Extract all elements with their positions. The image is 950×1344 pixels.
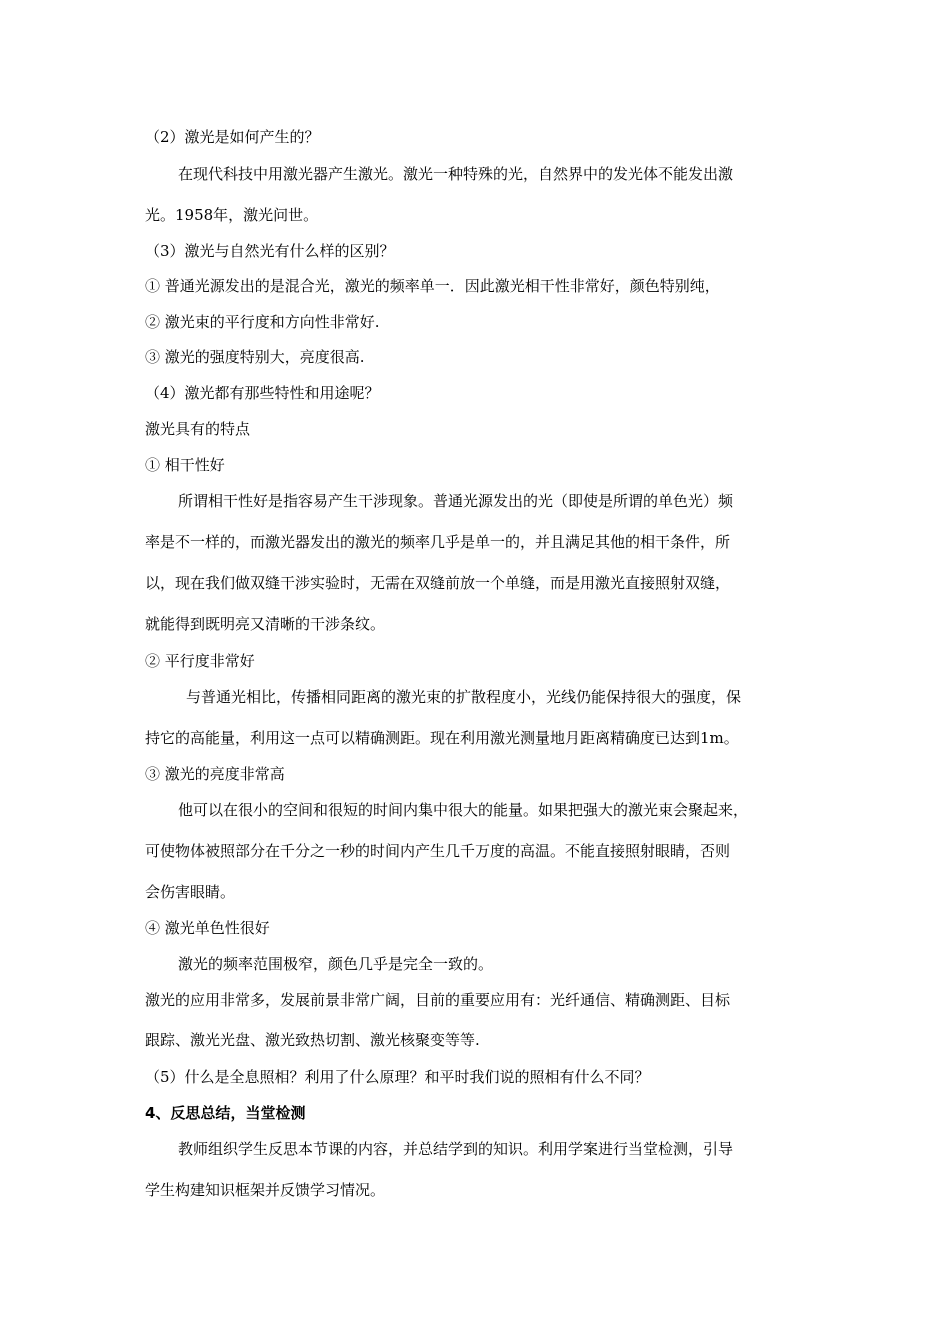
list-item: ② 激光束的平行度和方向性非常好. [145,313,380,331]
paragraph-line: 激光的频率范围极窄，颜色几乎是完全一致的。 [178,955,494,973]
feature-heading: ③ 激光的亮度非常高 [145,765,285,783]
paragraph-line: 率是不一样的，而激光器发出的激光的频率几乎是单一的，并且满足其他的相干条件，所 [145,533,731,551]
paragraph-line: 会伤害眼睛。 [145,883,236,901]
question-3: （3）激光与自然光有什么样的区别？ [145,242,395,260]
list-item: ① 普通光源发出的是混合光，激光的频率单一．因此激光相干性非常好，颜色特别纯， [145,277,720,295]
section-heading: 4、反思总结，当堂检测 [145,1104,306,1122]
paragraph-line: 跟踪、激光光盘、激光致热切割、激光核聚变等等. [145,1031,480,1049]
paragraph-line: 与普通光相比，传播相同距离的激光束的扩散程度小，光线仍能保持很大的强度，保 [186,688,742,706]
paragraph-line: 他可以在很小的空间和很短的时间内集中很大的能量。如果把强大的激光束会聚起来， [178,801,749,819]
question-2: （2）激光是如何产生的？ [145,128,320,146]
list-item: ③ 激光的强度特别大，亮度很高. [145,348,365,366]
feature-heading: ④ 激光单色性很好 [145,919,270,937]
paragraph-line: 所谓相干性好是指容易产生干涉现象。普通光源发出的光（即使是所谓的单色光）频 [178,492,734,510]
section-label: 激光具有的特点 [145,420,251,438]
paragraph-line: 就能得到既明亮又清晰的干涉条纹。 [145,615,386,633]
paragraph-line: 以，现在我们做双缝干涉实验时，无需在双缝前放一个单缝，而是用激光直接照射双缝， [145,574,731,592]
paragraph-line: 光。1958年，激光问世。 [145,206,319,224]
feature-heading: ① 相干性好 [145,456,225,474]
question-4: （4）激光都有那些特性和用途呢？ [145,384,380,402]
paragraph-line: 教师组织学生反思本节课的内容，并总结学到的知识。利用学案进行当堂检测，引导 [178,1140,734,1158]
feature-heading: ② 平行度非常好 [145,652,255,670]
paragraph-line: 可使物体被照部分在千分之一秒的时间内产生几千万度的高温。不能直接照射眼睛，否则 [145,842,731,860]
question-5: （5）什么是全息照相？利用了什么原理？和平时我们说的照相有什么不同？ [145,1068,650,1086]
paragraph-line: 持它的高能量，利用这一点可以精确测距。现在利用激光测量地月距离精确度已达到1m。 [145,729,739,747]
paragraph-line: 激光的应用非常多，发展前景非常广阔，目前的重要应用有：光纤通信、精确测距、目标 [145,991,731,1009]
paragraph-line: 在现代科技中用激光器产生激光。激光一种特殊的光，自然界中的发光体不能发出激 [178,165,734,183]
paragraph-line: 学生构建知识框架并反馈学习情况。 [145,1181,386,1199]
